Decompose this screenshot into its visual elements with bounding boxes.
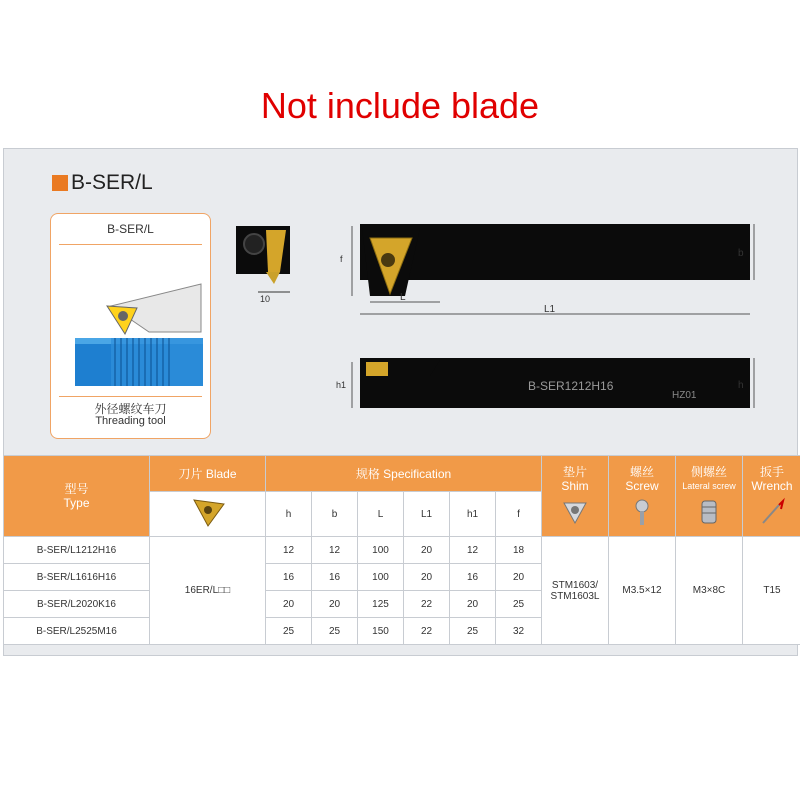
value-cell: 25 <box>450 618 496 645</box>
card-divider-bottom <box>59 396 202 397</box>
dim-h1-label: h1 <box>336 380 347 390</box>
section-title-text: B-SER/L <box>71 171 153 194</box>
value-cell: 125 <box>358 591 404 618</box>
card-divider <box>59 244 202 245</box>
value-cell: 32 <box>496 618 542 645</box>
threading-illustration <box>51 246 210 394</box>
shim-icon <box>560 497 590 527</box>
value-cell: 18 <box>496 537 542 564</box>
col-header-L: L <box>358 492 404 537</box>
dim-L1-label: L1 <box>544 304 556 315</box>
shim-header: 垫片 Shim <box>542 456 609 537</box>
lateral-screw-icon <box>694 497 724 527</box>
value-cell: 150 <box>358 618 404 645</box>
value-cell: 20 <box>404 537 450 564</box>
value-cell: 20 <box>496 564 542 591</box>
card-caption-cn: 外径螺纹车刀 <box>94 402 167 416</box>
header-row <box>4 456 800 492</box>
value-cell: 22 <box>404 618 450 645</box>
lateral-screw-header: 侧螺丝 Lateral screw <box>676 456 743 537</box>
dim-L-label: L <box>400 292 406 303</box>
brand-marking: HZ01 <box>672 390 697 401</box>
value-cell: 22 <box>404 591 450 618</box>
value-cell: 20 <box>312 591 358 618</box>
spec-header: 规格 Specification <box>266 456 542 492</box>
type-cell: B-SER/L2525M16 <box>4 618 150 645</box>
blade-insert-icon <box>188 496 228 530</box>
value-cell: 25 <box>266 618 312 645</box>
blade-cell: 16ER/L□□ <box>150 537 266 645</box>
wrench-cell: T15 <box>743 537 800 645</box>
dim-f-label: f <box>340 254 343 264</box>
value-cell: 20 <box>266 591 312 618</box>
shank-marking: B-SER1212H16 <box>528 379 614 393</box>
value-cell: 12 <box>450 537 496 564</box>
col-header-h1: h1 <box>450 492 496 537</box>
col-header-b: b <box>312 492 358 537</box>
value-cell: 20 <box>450 591 496 618</box>
table-row <box>4 537 800 564</box>
type-cell: B-SER/L1212H16 <box>4 537 150 564</box>
orange-square-icon <box>52 175 68 191</box>
wrench-icon <box>757 497 787 527</box>
section-title <box>52 172 153 194</box>
value-cell: 16 <box>450 564 496 591</box>
screw-cell: M3.5×12 <box>609 537 676 645</box>
screw-icon <box>627 497 657 527</box>
value-cell: 25 <box>312 618 358 645</box>
top-view-drawing <box>330 218 770 328</box>
dim-h-label: h <box>738 380 744 391</box>
value-cell: 12 <box>266 537 312 564</box>
type-cell: B-SER/L1616H16 <box>4 564 150 591</box>
tool-card <box>50 213 211 439</box>
blade-image-cell <box>150 492 266 537</box>
screw-header: 螺丝 Screw <box>609 456 676 537</box>
value-cell: 25 <box>496 591 542 618</box>
headline: Not include blade <box>260 85 540 126</box>
card-caption-en: Threading tool <box>95 415 166 427</box>
dim-10-label: 10 <box>260 294 271 304</box>
blade-header: 刀片 Blade <box>150 456 266 492</box>
lateral-screw-cell: M3×8C <box>676 537 743 645</box>
type-header: 型号 Type <box>4 456 150 537</box>
dim-b-label: b <box>738 248 744 259</box>
col-header-h: h <box>266 492 312 537</box>
wrench-header: 扳手 Wrench <box>743 456 800 537</box>
value-cell: 20 <box>404 564 450 591</box>
value-cell: 100 <box>358 564 404 591</box>
value-cell: 16 <box>312 564 358 591</box>
col-header-f: f <box>496 492 542 537</box>
value-cell: 12 <box>312 537 358 564</box>
col-header-L1: L1 <box>404 492 450 537</box>
shim-cell: STM1603/ STM1603L <box>542 537 609 645</box>
type-cell: B-SER/L2020K16 <box>4 591 150 618</box>
spec-table <box>3 455 800 645</box>
value-cell: 16 <box>266 564 312 591</box>
side-view-drawing <box>330 352 770 414</box>
tool-head-closeup <box>228 222 308 312</box>
value-cell: 100 <box>358 537 404 564</box>
card-title: B-SER/L <box>107 222 154 236</box>
